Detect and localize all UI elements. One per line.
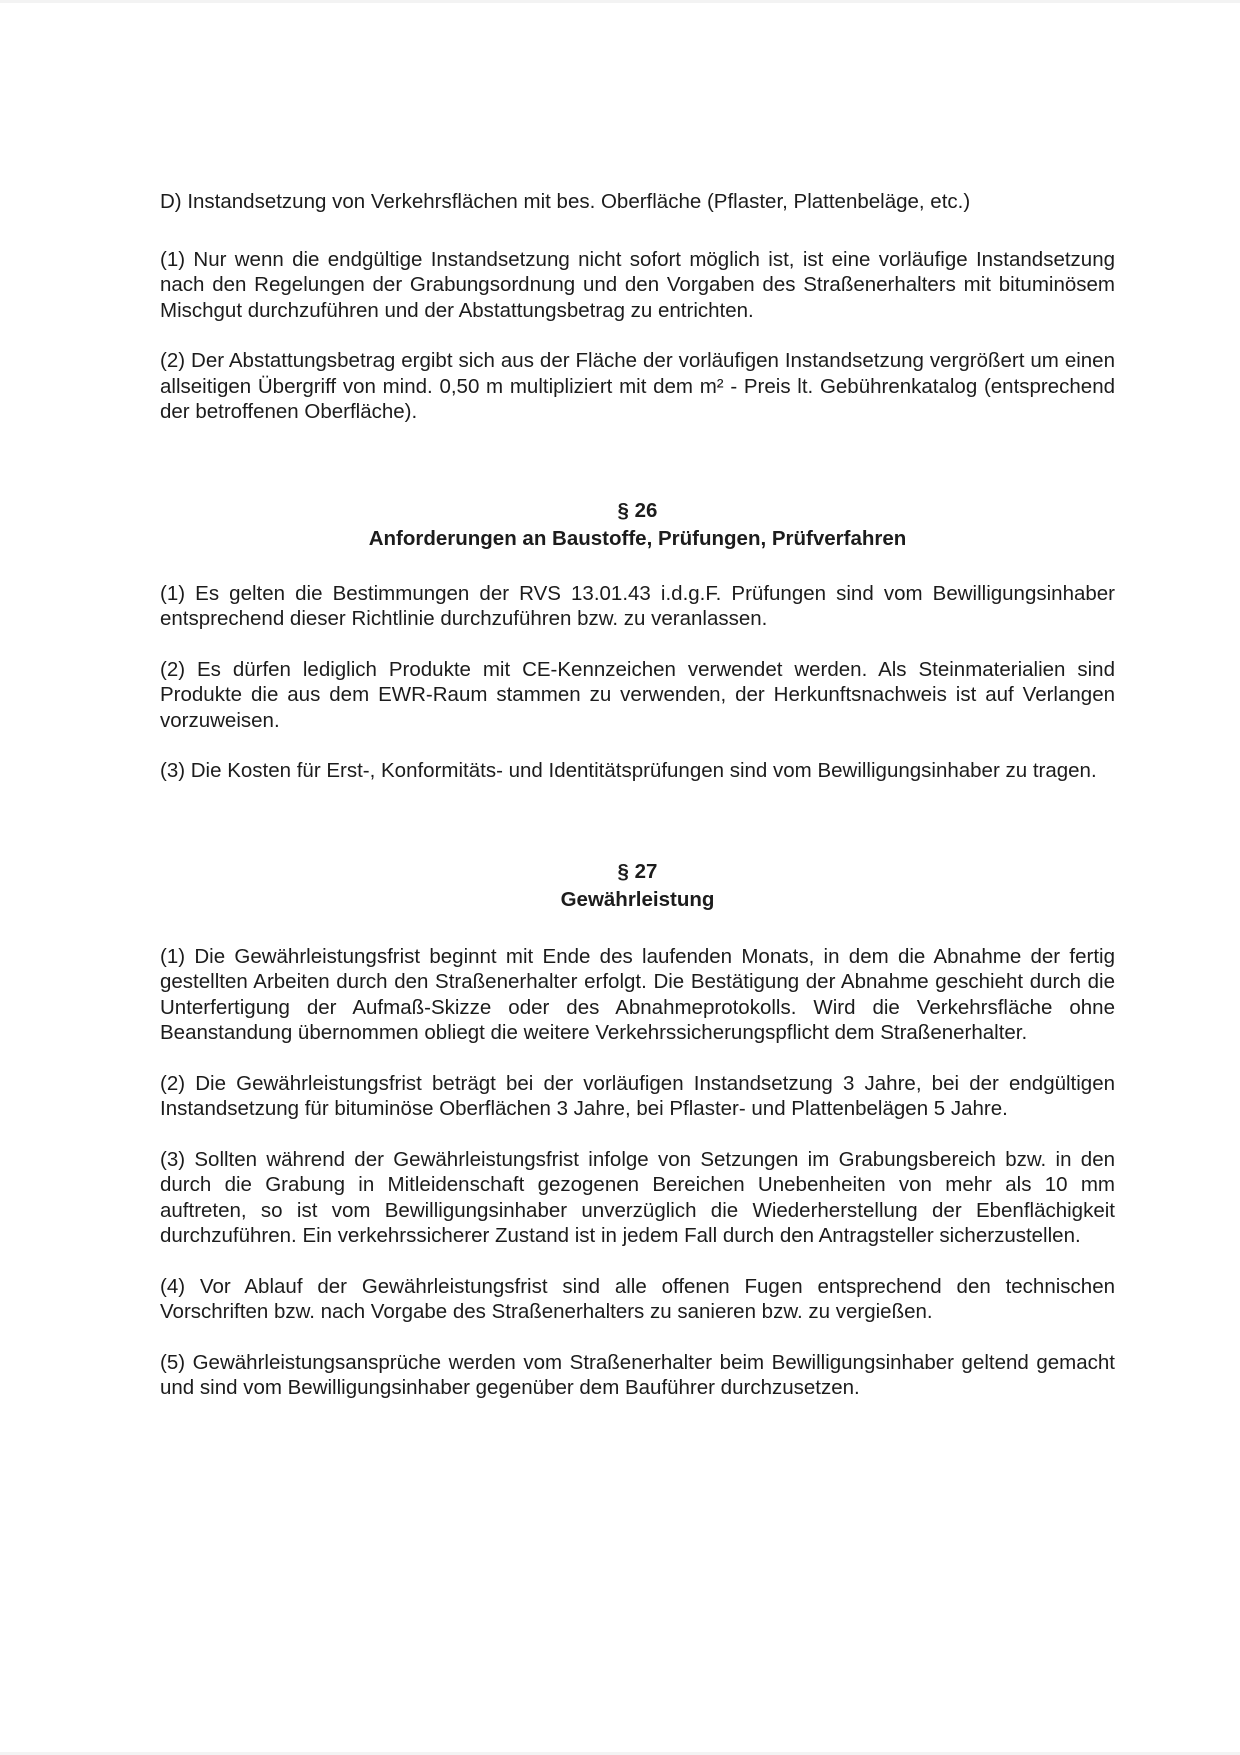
section-27-title: Gewährleistung (560, 887, 715, 911)
intro-paragraph-1: (1) Nur wenn die endgültige Instandsetzung nicht sofort möglich ist, ist eine vorläufige Instandsetzung nach den Regelungen der Grabungsordnung und den Vorgaben des Straßenerhalters mit bituminösem Mischgut durchzuführen und der Abstattungsbetrag zu entrichten. (160, 247, 1115, 322)
section-27-paragraph-1: (1) Die Gewährleistungsfrist beginnt mit Ende des laufenden Monats, in dem die Abnahme der fertig gestellten Arbeiten durch den Straßenerhalter erfolgt. Die Bestätigung der Abnahme geschieht durch die Unterfertigung der Aufmaß-Skizze oder des Abnahmeprotokolls. Wird die Verkehrsfläche ohne Beanstandung übernommen obliegt die weitere Verkehrssicherungspflicht dem Straßenerhalter. (160, 944, 1115, 1044)
section-27-heading (160, 858, 1115, 914)
section-27-paragraph-2: (2) Die Gewährleistungsfrist beträgt bei der vorläufigen Instandsetzung 3 Jahre, bei der endgültigen Instandsetzung für bituminöse Oberflächen 3 Jahre, bei Pflaster- und Plattenbelägen 5 Jahre. (160, 1071, 1115, 1120)
section-26-paragraph-3: (3) Die Kosten für Erst-, Konformitäts- und Identitätsprüfungen sind vom Bewilligungsinhaber zu tragen. (160, 759, 1097, 782)
section-27-number: § 27 (617, 859, 658, 883)
section-26-paragraph-1: (1) Es gelten die Bestimmungen der RVS 13.01.43 i.d.g.F. Prüfungen sind vom Bewilligungsinhaber entsprechend dieser Richtlinie durchzuführen bzw. zu veranlassen. (160, 581, 1115, 630)
section-27-paragraph-3: (3) Sollten während der Gewährleistungsfrist infolge von Setzungen im Grabungsbereich bzw. in den durch die Grabung in Mitleidenschaft gezogenen Bereichen Unebenheiten von mehr als 10 mm auftreten, so ist vom Bewilligungsinhaber unverzüglich die Wiederherstellung der Ebenflächigkeit durchzuführen. Ein verkehrssicherer Zustand ist in jedem Fall durch den Antragsteller sicherzustellen. (160, 1147, 1115, 1247)
section-26-number: § 26 (617, 498, 658, 522)
intro-paragraph-2: (2) Der Abstattungsbetrag ergibt sich aus der Fläche der vorläufigen Instandsetzung vergrößert um einen allseitigen Übergriff von mind. 0,50 m multipliziert mit dem m² - Preis lt. Gebührenkatalog (entsprechend der betroffenen Oberfläche). (160, 349, 1115, 423)
section-27-paragraph-5: (5) Gewährleistungsansprüche werden vom Straßenerhalter beim Bewilligungsinhaber geltend gemacht und sind vom Bewilligungsinhaber gegenüber dem Bauführer durchzusetzen. (160, 1350, 1115, 1399)
section-26-paragraph-2: (2) Es dürfen lediglich Produkte mit CE-Kennzeichen verwendet werden. Als Steinmaterialien sind Produkte die aus dem EWR-Raum stammen zu verwenden, der Herkunftsnachweis ist auf Verlangen vorzuweisen. (160, 657, 1115, 732)
scan-edge-top (0, 0, 1240, 3)
section-26-title: Anforderungen an Baustoffe, Prüfungen, Prüfverfahren (368, 526, 907, 550)
document-body (160, 189, 1115, 1426)
section-26-heading (160, 497, 1115, 553)
intro-heading: D) Instandsetzung von Verkehrsflächen mit bes. Oberfläche (Pflaster, Plattenbeläge, etc.) (160, 190, 971, 213)
section-27-paragraph-4: (4) Vor Ablauf der Gewährleistungsfrist sind alle offenen Fugen entsprechend den technischen Vorschriften bzw. nach Vorgabe des Straßenerhalters zu sanieren bzw. zu vergießen. (160, 1274, 1115, 1323)
